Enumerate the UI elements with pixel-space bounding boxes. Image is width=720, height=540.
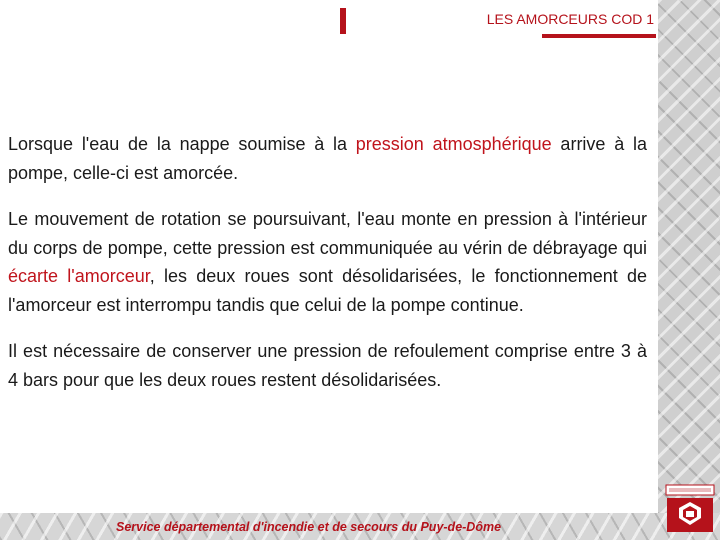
- sdis-logo-icon: [665, 483, 715, 533]
- paragraph-2: [8, 205, 647, 319]
- paragraph-2-text-start: Le mouvement de rotation se poursuivant, l'eau monte en pression à l'intérieur du corps de pompe, cette pression est communiquée au vérin de débrayage qui: [8, 209, 647, 258]
- slide-title: LES AMORCEURS COD 1: [486, 11, 654, 27]
- side-metal-texture: [658, 0, 720, 540]
- paragraph-2-text-end: , les deux roues sont désolidarisées, le fonctionnement de l'amorceur est interrompu tandis que celui de la pompe continue.: [8, 266, 648, 315]
- slide-body: [8, 130, 647, 412]
- title-underline: [542, 34, 656, 38]
- paragraph-3: Il est nécessaire de conserver une pression de refoulement comprise entre 3 à 4 bars pour que les deux roues restent désolidarisées.: [8, 341, 647, 390]
- paragraph-1: [8, 130, 647, 187]
- highlight-pression-atmospherique: pression atmosphérique: [355, 134, 552, 154]
- title-accent-bar: [340, 8, 346, 34]
- highlight-ecarte-amorceur: écarte l'amorceur: [8, 266, 150, 286]
- footer-organization: Service départemental d'incendie et de secours du Puy-de-Dôme: [116, 520, 502, 534]
- paragraph-1-text-end: arrive à la pompe, celle-ci est amorcée.: [8, 134, 647, 183]
- paragraph-1-text-start: Lorsque l'eau de la nappe soumise à la: [8, 134, 356, 154]
